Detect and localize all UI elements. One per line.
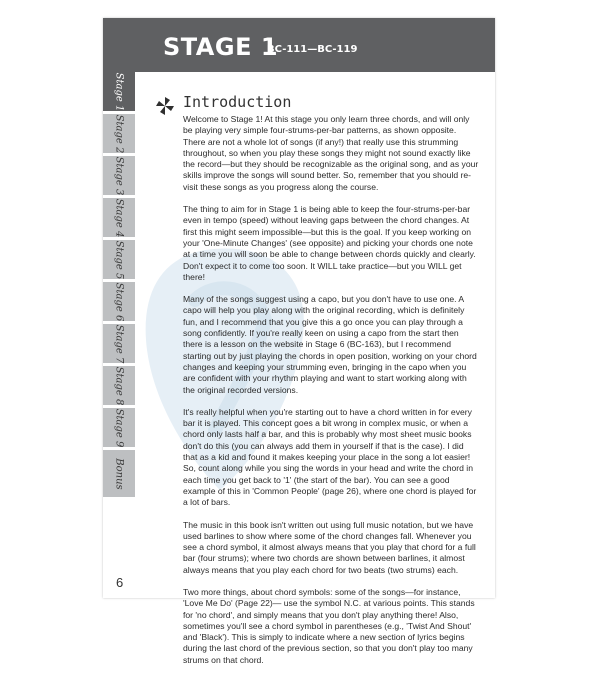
body-text bbox=[183, 114, 479, 677]
tab-label: Stage 2 bbox=[113, 114, 125, 153]
tab-label: Stage 4 bbox=[113, 198, 125, 237]
tab-stage-2[interactable] bbox=[103, 114, 135, 156]
paragraph: Welcome to Stage 1! At this stage you only learn three chords, and will only be playing very simple four-strums-per-bar patterns, as shown opposite. There are not a whole lot of songs (if any!) that really use this strumming throughout, so when you play these songs they might not sound exactly like the record—but they should be recognizable as the original song, and as your skills improve the songs will sound better. So, remember that you should re-visit these songs as you progress along the course. bbox=[183, 114, 479, 192]
tab-stage-1[interactable] bbox=[103, 72, 135, 114]
paragraph: It's really helpful when you're starting out to have a chord written in for every bar it is played. This concept goes a bit wrong in complex music, or when a chord only lasts half a bar, and this is probably why most sheet music books don't do this (you can always add them in yourself if that is the case). I did that as a kid and found it makes keeping your place in the song a lot easier! So, count along while you sing the words in your head and write the chord in each time you get back to '1' (the start of the bar). You can see a good example of this in 'Common People' (page 26), where one chord is played for a lot of bars. bbox=[183, 406, 477, 508]
stage-range: BC-111—BC-119 bbox=[267, 44, 358, 55]
tab-stage-9[interactable] bbox=[103, 408, 135, 450]
paragraph: The music in this book isn't written out using full music notation, but we have used barlines to show where some of the chord changes fall. Whenever you see a chord symbol, it almost always means that you play that chord for a full bar (four strums); where two chords are shown between barlines, it almost always means that you play each chord for two beats (two strums) each. bbox=[183, 519, 476, 575]
tab-stage-8[interactable] bbox=[103, 366, 135, 408]
stage-title: STAGE 1 bbox=[163, 33, 279, 61]
tab-stage-6[interactable] bbox=[103, 282, 135, 324]
tab-stage-5[interactable] bbox=[103, 240, 135, 282]
tab-bonus[interactable] bbox=[103, 450, 135, 500]
tab-label: Stage 3 bbox=[113, 156, 125, 195]
tab-stage-4[interactable] bbox=[103, 198, 135, 240]
section-heading: Introduction bbox=[183, 93, 292, 111]
tab-label: Stage 8 bbox=[113, 366, 125, 405]
tab-label: Stage 5 bbox=[113, 240, 125, 279]
tab-stage-3[interactable] bbox=[103, 156, 135, 198]
page-number: 6 bbox=[116, 575, 124, 590]
paragraph: Many of the songs suggest using a capo, but you don't have to use one. A capo will help you play along with the original recording, which is definitely fun, and I recommend that you give this a go once you can play through a song confidently. If you're really keen on using a capo from the start then there is a lesson on the website in Stage 6 (BC-163), but I recommend starting out by just playing the chords in open position, working on your chord changes and keeping your strumming even, bringing in the capo when you are confident with your rhythm playing and want to start working along with the original recorded versions. bbox=[183, 294, 477, 395]
tab-label: Bonus bbox=[113, 457, 125, 490]
tab-stage-7[interactable] bbox=[103, 324, 135, 366]
paragraph: Two more things, about chord symbols: some of the songs—for instance, 'Love Me Do' (Page 22)— use the symbol N.C. at various points. This stands for 'no chord', and simply means that you don't play anything there! Also, sometimes you'll see a chord symbol in parentheses (e.g., 'Twist And Shout' and 'Black'). This is simply to indicate where a new section of lyrics begins during the last chord of the previous section, so that you don't play too many strums on that chord. bbox=[183, 586, 475, 665]
tab-label: Stage 1 bbox=[113, 72, 125, 111]
tab-label: Stage 7 bbox=[113, 324, 125, 363]
pinwheel-icon bbox=[155, 96, 175, 116]
tab-label: Stage 6 bbox=[113, 282, 125, 321]
paragraph: The thing to aim for in Stage 1 is being able to keep the four-strums-per-bar even in tempo (speed) without leaving gaps between the chord changes. At first this might seem impossible—but this is the goal. If you keep working on your 'One-Minute Changes' (see opposite) and picking your chords one note at a time you will soon be able to change between chords quickly and clearly. Don't expect it to come too soon. It WILL take practice—but you WILL get there! bbox=[183, 204, 476, 282]
tab-label: Stage 9 bbox=[113, 408, 125, 447]
